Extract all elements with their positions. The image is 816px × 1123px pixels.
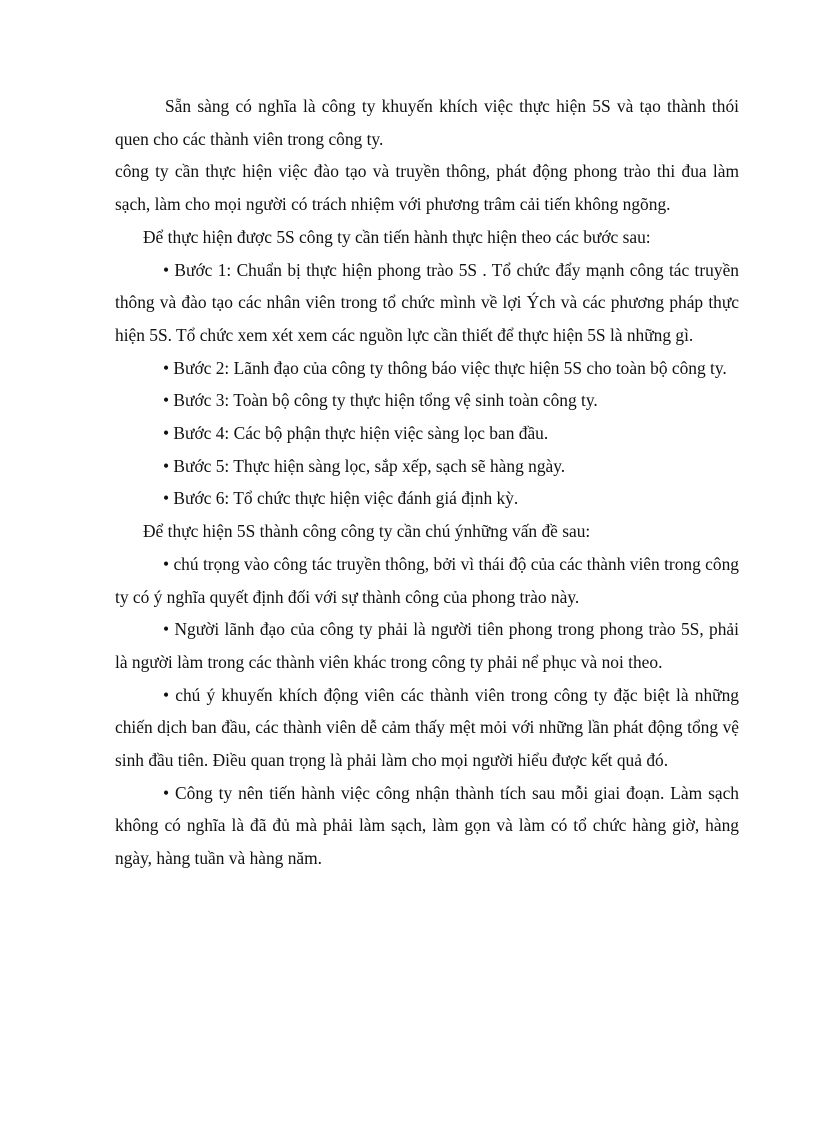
document-page [115, 90, 739, 875]
paragraph-training: công ty cần thực hiện việc đào tạo và truyền thông, phát động phong trào thi đua làm sạch, làm cho mọi người có trách nhiệm với phương trâm cải tiến không ngõng. [115, 161, 739, 215]
bullet-step-2: • Bước 2: Lãnh đạo của công ty thông báo việc thực hiện 5S cho toàn bộ công ty. [163, 357, 727, 378]
paragraph-issues-heading: Để thực hiện 5S thành công công ty cần chú ýnhững vấn đề sau: [143, 521, 591, 542]
paragraph-steps-heading: Để thực hiện được 5S công ty cần tiến hành thực hiện theo các bước sau: [143, 226, 651, 247]
bullet-step-5: • Bước 5: Thực hiện sàng lọc, sắp xếp, sạch sẽ hàng ngày. [163, 455, 566, 476]
bullet-issue-leadership: • Người lãnh đạo của công ty phải là người tiên phong trong phong trào 5S, phải là người làm trong các thành viên khác trong công ty phải nể phục và noi theo. [115, 619, 739, 672]
bullet-issue-recognition: • Công ty nên tiến hành việc công nhận thành tích sau mỗi giai đoạn. Làm sạch không có nghĩa là đã đủ mà phải làm sạch, làm gọn và làm có tổ chức hàng giờ, hàng ngày, hàng tuần và hàng năm. [115, 782, 739, 869]
bullet-step-4: • Bước 4: Các bộ phận thực hiện việc sàng lọc ban đầu. [163, 423, 549, 444]
bullet-issue-communication: • chú trọng vào công tác truyền thông, bởi vì thái độ của các thành viên trong công ty có ý nghĩa quyết định đối với sự thành công của phong trào này. [115, 553, 739, 607]
bullet-step-3: • Bước 3: Toàn bộ công ty thực hiện tổng vệ sinh toàn công ty. [163, 390, 598, 411]
paragraph-intro: Sẵn sàng có nghĩa là công ty khuyến khích việc thực hiện 5S và tạo thành thói quen cho các thành viên trong công ty. [115, 96, 739, 149]
bullet-step-6: • Bước 6: Tổ chức thực hiện việc đánh giá định kỳ. [163, 488, 519, 509]
bullet-step-1: • Bước 1: Chuẩn bị thực hiện phong trào 5S . Tổ chức đẩy mạnh công tác truyền thông và đào tạo các nhân viên trong tổ chức mình về lợi Ých và các phương pháp thực hiện 5S. Tổ chức xem xét xem các nguồn lực cần thiết để thực hiện 5S là những gì. [115, 259, 739, 345]
bullet-issue-motivation: • chú ý khuyến khích động viên các thành viên trong công ty đặc biệt là những chiến dịch ban đầu, các thành viên dễ cảm thấy mệt mỏi với những lần phát động tổng vệ sinh đầu tiên. Điều quan trọng là phải làm cho mọi người hiểu được kết quả đó. [115, 684, 739, 771]
